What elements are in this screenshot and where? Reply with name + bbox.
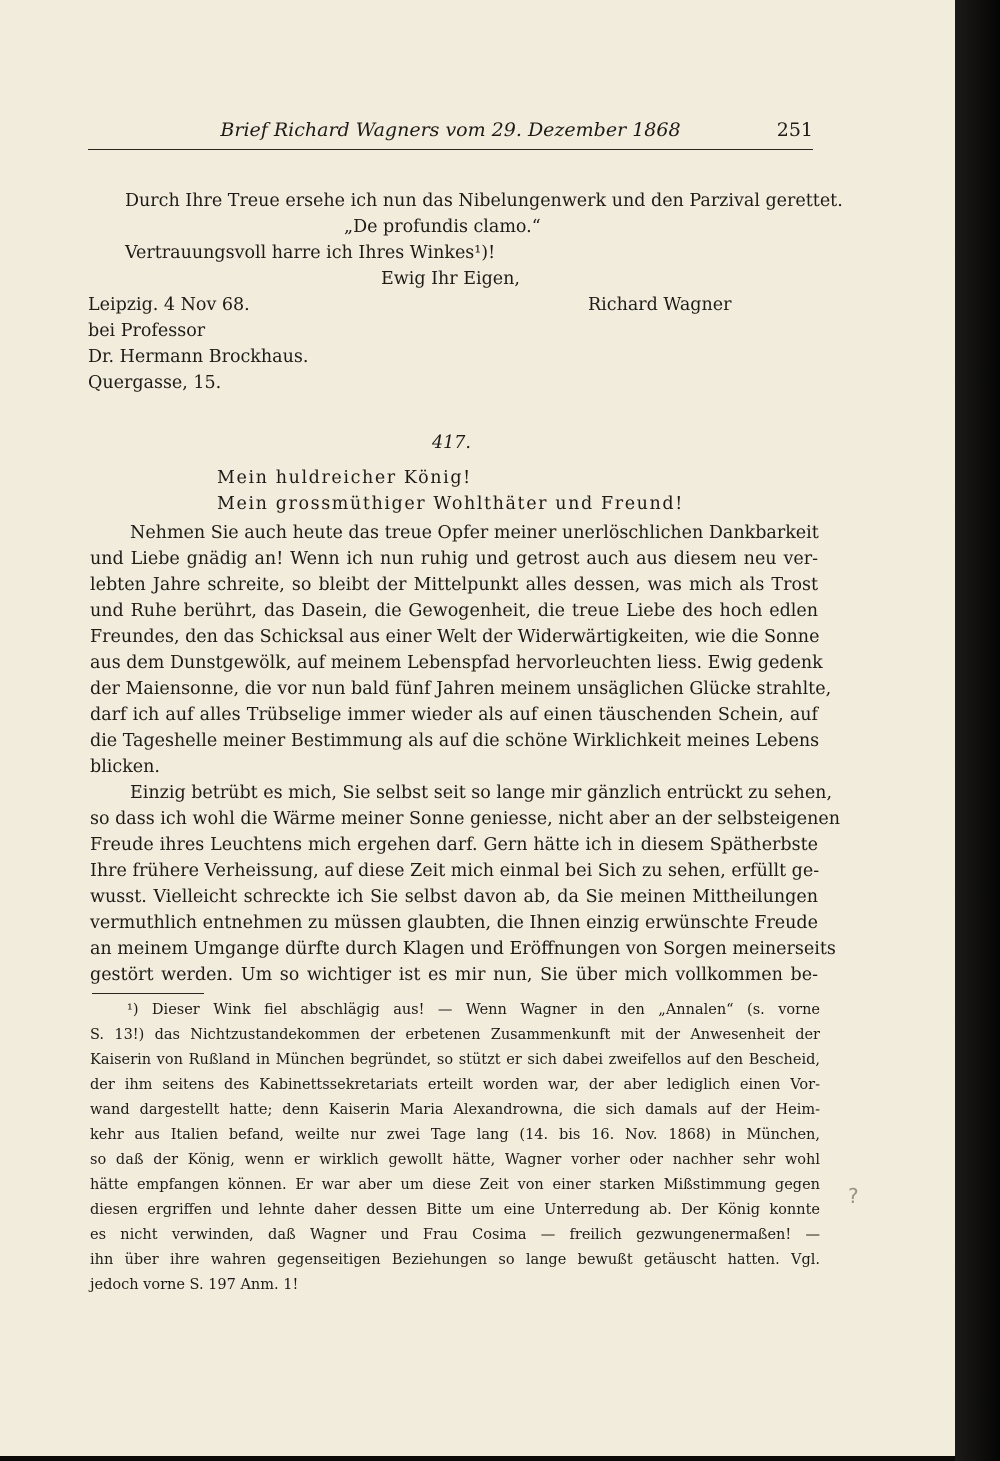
scan-edge: [955, 0, 1000, 1461]
footnote-line: jedoch vorne S. 197 Anm. 1!: [90, 1277, 299, 1293]
running-head: [88, 119, 813, 150]
address-line: Leipzig. 4 Nov 68.: [88, 295, 250, 315]
footnote-line: S. 13!) das Nichtzustandekommen der erbetenen Zusammenkunft mit der Anwesenheit der: [90, 1027, 820, 1043]
body-line: der Maiensonne, die vor nun bald fünf Jahren meinem unsäglichen Glücke strahlte,: [90, 679, 832, 699]
footnote-line: hätte empfangen können. Er war aber um diese Zeit von einer starken Mißstimmung gegen: [90, 1177, 820, 1193]
address-line: Dr. Hermann Brockhaus.: [88, 347, 309, 367]
footnote-line: wand dargestellt hatte; denn Kaiserin Maria Alexandrowna, die sich damals auf der Heim-: [90, 1102, 820, 1118]
body-line: und Liebe gnädig an! Wenn ich nun ruhig und getrost auch aus diesem neu ver-: [90, 549, 818, 569]
footnote-line: ¹) Dieser Wink fiel abschlägig aus! — Wenn Wagner in den „Annalen“ (s. vorne: [127, 1002, 820, 1018]
body-line: gestört werden. Um so wichtiger ist es mir nun, Sie über mich vollkommen be-: [90, 965, 818, 985]
page-number: 251: [776, 119, 813, 141]
running-head-title: Brief Richard Wagners vom 29. Dezember 1868: [220, 119, 681, 141]
address-line: Quergasse, 15.: [88, 373, 222, 393]
body-line: an meinem Umgange dürfte durch Klagen und Eröffnungen von Sorgen meinerseits: [90, 939, 836, 959]
body-line: vermuthlich entnehmen zu müssen glaubten, die Ihnen einzig erwünschte Freude: [90, 913, 818, 933]
body-line: lebten Jahre schreite, so bleibt der Mittelpunkt alles dessen, was mich als Trost: [90, 575, 818, 595]
body-line: wusst. Vielleicht schreckte ich Sie selbst davon ab, da Sie meinen Mittheilungen: [90, 887, 818, 907]
salutation-line: Mein huldreicher König!: [217, 468, 472, 488]
closing-line: Vertrauungsvoll harre ich Ihres Winkes¹)!: [125, 243, 496, 263]
closing-line: Durch Ihre Treue ersehe ich nun das Nibelungenwerk und den Parzival gerettet.: [125, 191, 843, 211]
body-line: die Tageshelle meiner Bestimmung als auf die schöne Wirklichkeit meines Lebens: [90, 731, 820, 751]
margin-pencil-mark: ?: [848, 1184, 859, 1208]
body-line: Nehmen Sie auch heute das treue Opfer meiner unerlöschlichen Dankbarkeit: [130, 523, 819, 543]
body-line: Freundes, den das Schicksal aus einer Welt der Widerwärtigkeiten, wie die Sonne: [90, 627, 820, 647]
closing-line: Ewig Ihr Eigen,: [381, 269, 520, 289]
body-line: Freude ihres Leuchtens mich ergehen darf. Gern hätte ich in diesem Spätherbste: [90, 835, 818, 855]
letter-number: 417.: [432, 433, 471, 453]
body-line: Ihre frühere Verheissung, auf diese Zeit mich einmal bei Sich zu sehen, erfüllt ge-: [90, 861, 820, 881]
footnote-line: diesen ergriffen und lehnte daher dessen Bitte um eine Unterredung ab. Der König konnte: [90, 1202, 820, 1218]
signature: Richard Wagner: [588, 295, 732, 315]
footnote-line: es nicht verwinden, daß Wagner und Frau Cosima — freilich gezwungenermaßen! —: [90, 1227, 820, 1243]
footnote-line: so daß der König, wenn er wirklich gewollt hätte, Wagner vorher oder nachher sehr wohl: [90, 1152, 820, 1168]
footnote-rule: [92, 993, 204, 994]
body-line: Einzig betrübt es mich, Sie selbst seit so lange mir gänzlich entrückt zu sehen,: [130, 783, 833, 803]
closing-line: „De profundis clamo.“: [344, 217, 541, 237]
body-line: darf ich auf alles Trübselige immer wieder als auf einen täuschenden Schein, auf: [90, 705, 818, 725]
body-line: und Ruhe berührt, das Dasein, die Gewogenheit, die treue Liebe des hoch edlen: [90, 601, 818, 621]
body-line: so dass ich wohl die Wärme meiner Sonne geniesse, nicht aber an der selbsteigenen: [90, 809, 840, 829]
body-line: blicken.: [90, 757, 160, 777]
footnote-line: ihn über ihre wahren gegenseitigen Beziehungen so lange bewußt getäuscht hatten. Vgl.: [90, 1252, 820, 1268]
footnote-line: Kaiserin von Rußland in München begründet, so stützt er sich dabei zweifellos auf den Bescheid,: [90, 1052, 820, 1068]
body-line: aus dem Dunstgewölk, auf meinem Lebenspfad hervorleuchten liess. Ewig gedenk: [90, 653, 823, 673]
footnote-line: der ihm seitens des Kabinettssekretariats erteilt worden war, der aber lediglich einen Vor-: [90, 1077, 820, 1093]
address-line: bei Professor: [88, 321, 206, 341]
footnote-line: kehr aus Italien befand, weilte nur zwei Tage lang (14. bis 16. Nov. 1868) in München,: [90, 1127, 820, 1143]
salutation-line: Mein grossmüthiger Wohlthäter und Freund!: [217, 494, 684, 514]
